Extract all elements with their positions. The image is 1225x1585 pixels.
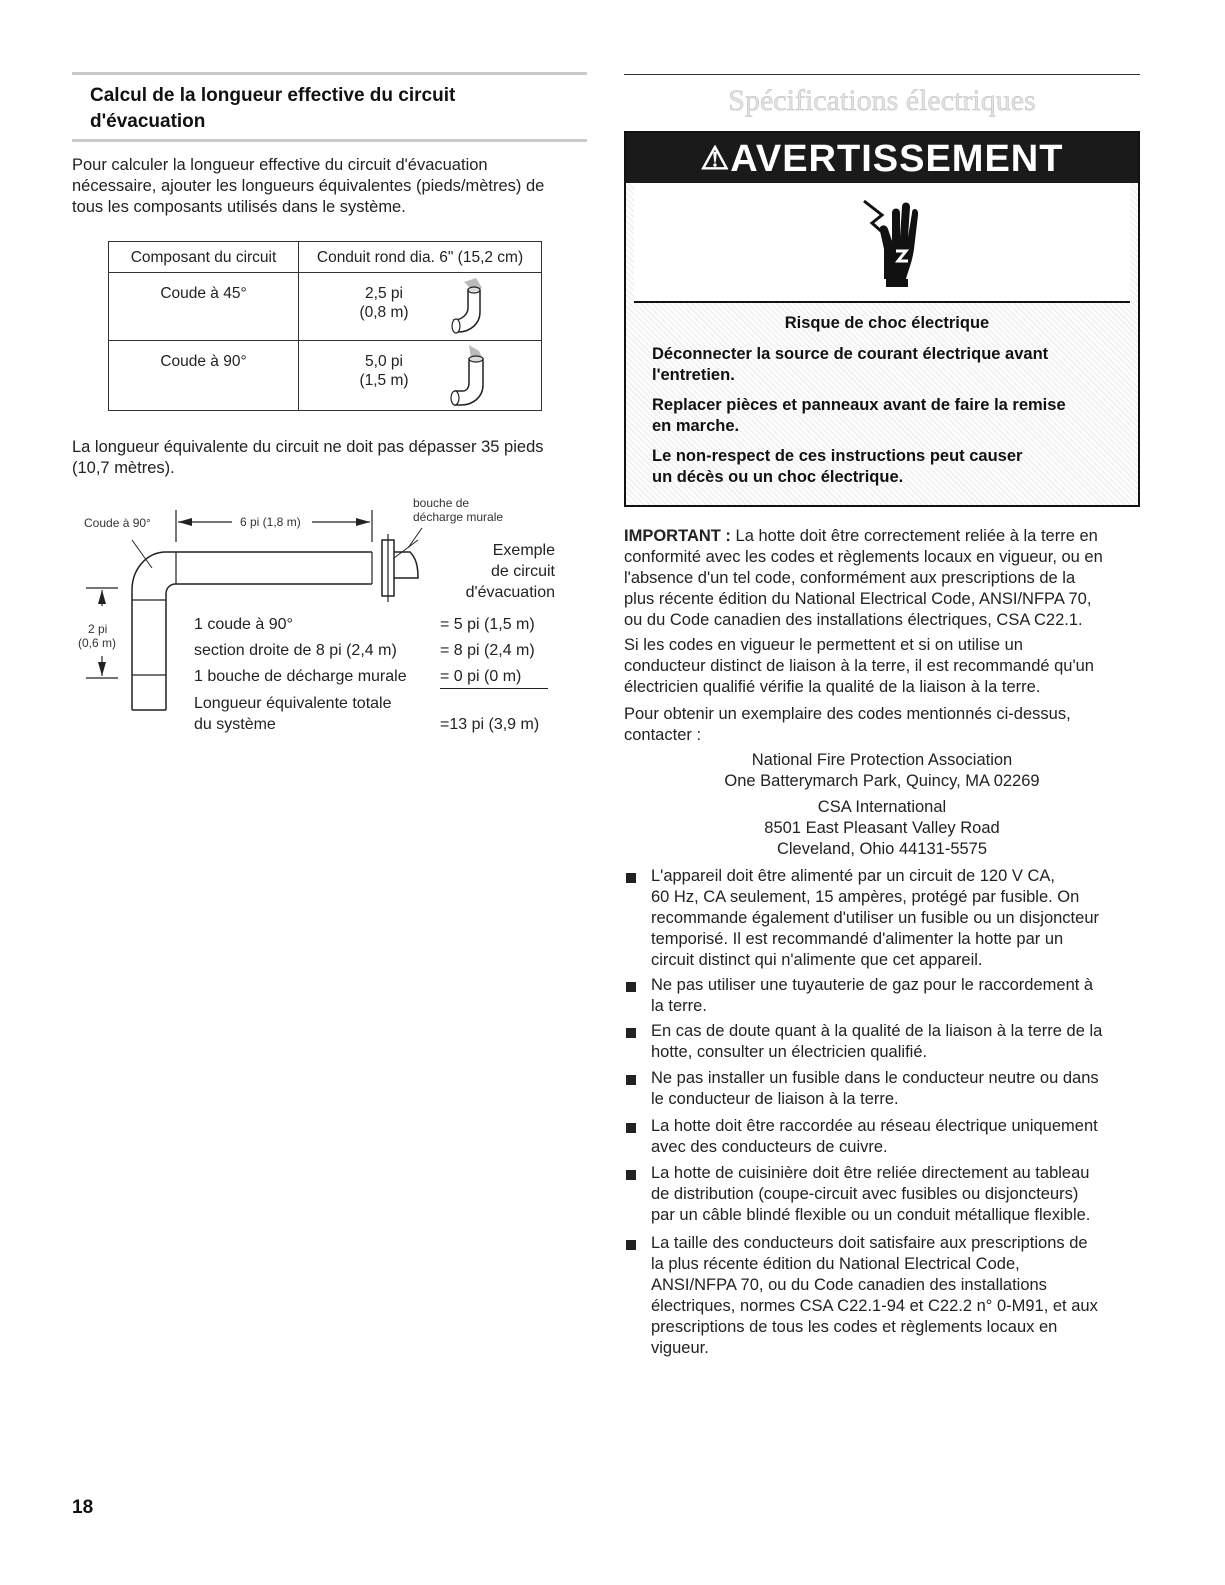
table-cell: (0,8 m) [359, 304, 409, 321]
nfpa-address: National Fire Protection Association One Batterymarch Park, Quincy, MA 02269 [724, 751, 1040, 790]
heading-underline [72, 139, 587, 142]
calc-value: = 0 pi (0 m) [440, 668, 522, 685]
list-item: La hotte de cuisinière doit être reliée directement au tableau de distribution (coupe-circuit avec fusibles ou disjoncteurs) par un câble blindé flexible ou un conduit métallique flexible. [651, 1164, 1091, 1224]
top-rule-right [624, 74, 1140, 75]
length-limit-paragraph: La longueur équivalente du circuit ne doit pas dépasser 35 pieds (10,7 mètres). [72, 438, 544, 477]
important-paragraph: IMPORTANT : La hotte doit être correctement reliée à la terre en conformité avec les codes et règlements locaux en vigueur, ou en l'absence d'un tel code, conformément aux prescriptions de la plus récente édition du National Electrical Code, ANSI/NFPA 70, ou du Code canadien des installations électriques, CSA C22.1. [624, 527, 1103, 629]
intro-paragraph: Pour calculer la longueur effective du circuit d'évacuation nécessaire, ajouter les longueurs équivalentes (pieds/mètres) de tous les composants utilisés dans le système. [72, 156, 545, 216]
page-number: 18 [72, 1497, 94, 1518]
calc-item: 1 bouche de décharge murale [194, 668, 407, 685]
example-caption: Exemple de circuit d'évacuation [465, 542, 555, 601]
grounding-paragraph: Si les codes en vigueur le permettent et si on utilise un conducteur distinct de liaison à la terre, il est recommandé qu'un électricien qualifié vérifie la qualité de la liaison à la terre. [624, 636, 1094, 696]
bullet-marker [626, 1170, 636, 1180]
top-rule-left [72, 72, 587, 75]
warning-triangle-icon: ⚠ [700, 140, 731, 176]
warning-risk: Risque de choc électrique [784, 314, 990, 332]
total-label: Longueur équivalente totale du système [194, 695, 392, 733]
calc-sum-line [440, 688, 548, 689]
section-heading: Calcul de la longueur effective du circuit d'évacuation [90, 85, 456, 132]
total-value: =13 pi (3,9 m) [440, 716, 540, 733]
warning-line: Le non-respect de ces instructions peut causer un décès ou un choc électrique. [652, 447, 1023, 486]
table-header: Conduit rond dia. 6" (15,2 cm) [316, 249, 524, 266]
warning-box [624, 131, 1140, 507]
bullet-marker [626, 1075, 636, 1085]
table-cell: Coude à 45° [160, 285, 247, 302]
codes-paragraph: Pour obtenir un exemplaire des codes mentionnés ci-dessus, contacter : [624, 705, 1071, 744]
calc-value: = 8 pi (2,4 m) [440, 642, 535, 659]
list-item: La hotte doit être raccordée au réseau électrique uniquement avec des conducteurs de cuivre. [651, 1117, 1098, 1156]
list-item: La taille des conducteurs doit satisfaire aux prescriptions de la plus récente édition du National Electrical Code, ANSI/NFPA 70, ou du Code canadien des installations électriques, normes CSA C22.1-94 et C22.2 n° 0-M91, et aux prescriptions de tous les codes et règlements locaux en vigueur. [651, 1234, 1098, 1357]
bullet-marker [626, 1028, 636, 1038]
calc-item: section droite de 8 pi (2,4 m) [194, 642, 397, 659]
horizontal-dimension-label: 6 pi (1,8 m) [240, 515, 301, 529]
elbow-90-icon [439, 345, 495, 409]
list-item: En cas de doute quant à la qualité de la liaison à la terre de la hotte, consulter un électricien qualifié. [651, 1022, 1103, 1061]
wall-cap-label: bouche de décharge murale [413, 496, 504, 524]
bullet-marker [626, 1123, 636, 1133]
calc-value: = 5 pi (1,5 m) [440, 616, 535, 633]
csa-address: CSA International 8501 East Pleasant Valley Road Cleveland, Ohio 44131-5575 [764, 798, 1000, 858]
warning-line: Déconnecter la source de courant électrique avant l'entretien. [652, 345, 1049, 384]
vent-components-table [108, 241, 542, 411]
vertical-dimension-label: 2 pi [88, 622, 108, 636]
table-cell: 2,5 pi [365, 285, 403, 302]
warning-header: ⚠AVERTISSEMENT [626, 133, 1138, 183]
bullet-marker [626, 1240, 636, 1250]
table-header: Composant du circuit [130, 249, 277, 266]
table-cell: Coude à 90° [160, 353, 247, 370]
calc-item: 1 coude à 90° [194, 616, 293, 633]
elbow-label: Coude à 90° [84, 516, 151, 530]
list-item: Ne pas utiliser une tuyauterie de gaz pour le raccordement à la terre. [651, 976, 1094, 1015]
bullet-marker [626, 982, 636, 992]
table-cell: 5,0 pi [365, 353, 403, 370]
section-title: Spécifications électriques [728, 84, 1036, 117]
elbow-45-icon [444, 278, 494, 336]
warning-line: Replacer pièces et panneaux avant de faire la remise en marche. [652, 396, 1066, 435]
bullet-marker [626, 873, 636, 883]
list-item: L'appareil doit être alimenté par un circuit de 120 V CA, 60 Hz, CA seulement, 15 ampères, protégé par fusible. On recommande également d'utiliser un fusible ou un disjoncteur temporisé. Il est recommandé d'alimenter la hotte par un circuit distinct qui n'alimente que cet appareil. [651, 867, 1099, 969]
electric-shock-hand-icon [856, 193, 920, 289]
table-cell: (1,5 m) [359, 372, 409, 389]
list-item: Ne pas installer un fusible dans le conducteur neutre ou dans le conducteur de liaison à la terre. [651, 1069, 1099, 1108]
vent-duct-drawing [72, 500, 442, 720]
